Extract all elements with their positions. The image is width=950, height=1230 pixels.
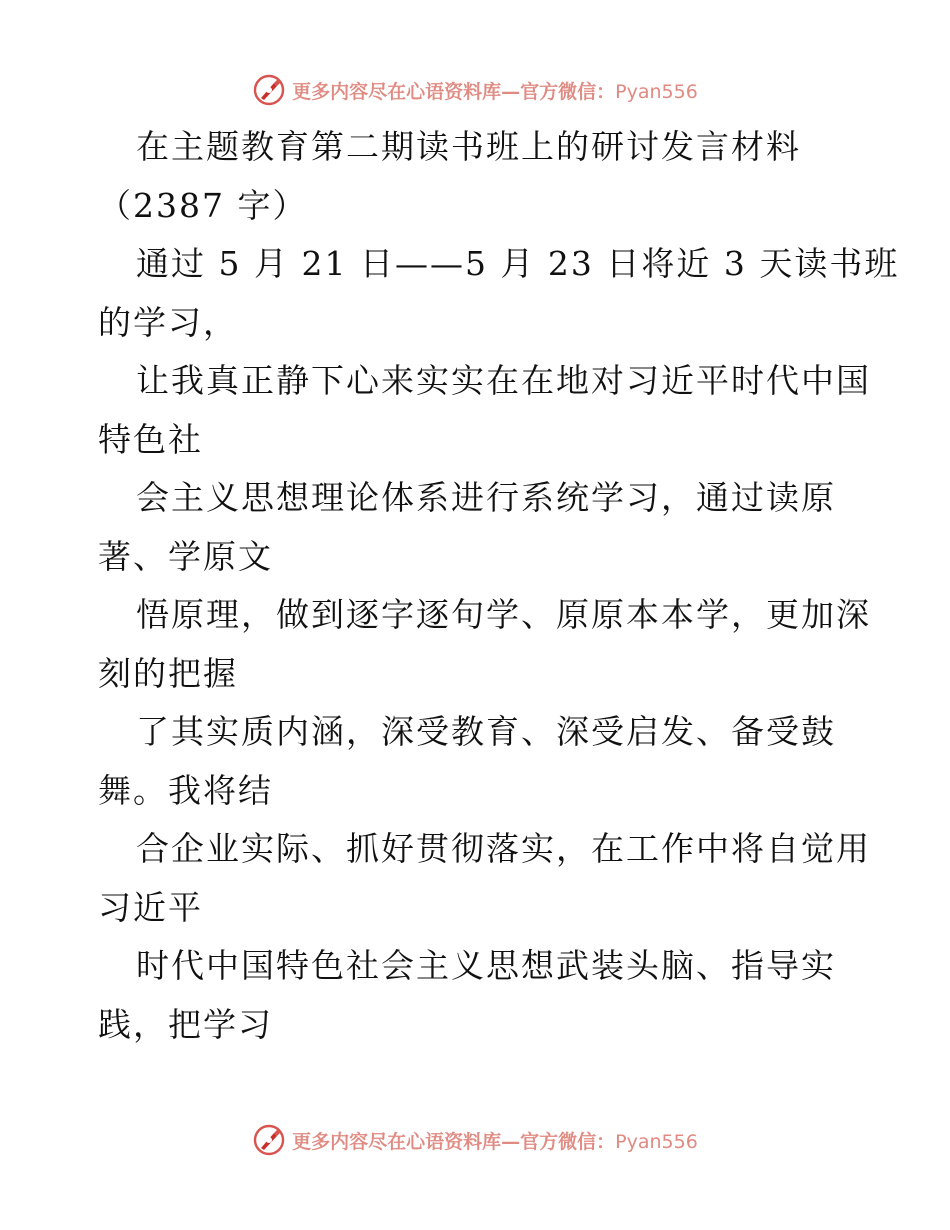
document-line: 践，把学习 xyxy=(98,1004,273,1044)
footer-watermark xyxy=(0,1120,950,1160)
header-watermark xyxy=(0,70,950,110)
document-line: 刻的把握 xyxy=(98,653,238,693)
document-body xyxy=(98,118,900,1054)
document-line: 舞。我将结 xyxy=(98,770,273,810)
watermark-account: Pyan556 xyxy=(615,1130,698,1153)
document-line: 的学习， xyxy=(98,302,238,342)
document-line: 在主题教育第二期读书班上的研讨发言材料 xyxy=(136,127,801,166)
document-line: 让我真正静下心来实实在在地对习近平时代中国 xyxy=(136,361,871,400)
document-line: 时代中国特色社会主义思想武装头脑、指导实 xyxy=(136,946,836,985)
pen-in-circle-icon xyxy=(252,1123,286,1157)
document-line: 合企业实际、抓好贯彻落实，在工作中将自觉用 xyxy=(136,829,871,868)
watermark-text: 更多内容尽在心语资料库—官方微信：Pyan556 xyxy=(292,80,698,103)
document-line: 著、学原文 xyxy=(98,536,273,576)
watermark-text: 更多内容尽在心语资料库—官方微信：Pyan556 xyxy=(292,1130,698,1153)
document-line: 会主义思想理论体系进行系统学习，通过读原 xyxy=(136,478,836,517)
document-line: 习近平 xyxy=(98,887,203,927)
document-line: 了其实质内涵，深受教育、深受启发、备受鼓 xyxy=(136,712,836,751)
document-line: 通过 5 月 21 日——5 月 23 日将近 3 天读书班 xyxy=(136,244,900,283)
document-line: 悟原理，做到逐字逐句学、原原本本学，更加深 xyxy=(136,595,871,634)
watermark-account: Pyan556 xyxy=(615,80,698,103)
pen-in-circle-icon xyxy=(252,73,286,107)
document-line: 特色社 xyxy=(98,419,203,459)
document-line: （2387 字） xyxy=(98,185,308,225)
